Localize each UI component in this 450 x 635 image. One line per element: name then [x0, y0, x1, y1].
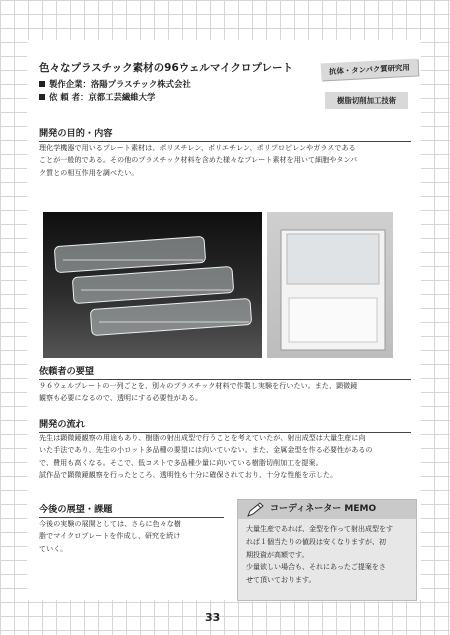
square-bullet-icon: [39, 81, 45, 87]
text-line: 今後の実験の展開としては、さらに色々な樹: [39, 520, 181, 528]
section-heading-request: 依頼者の要望: [39, 363, 411, 380]
text-line: 観察も必要になるので、透明にする必要性がある。: [39, 394, 203, 403]
text-line: いた手法であり、先生の小ロット多品種の要望には向いていない。また、金属金型を作る必要性があるの: [39, 446, 373, 455]
text-line: 期投資が高額です。: [246, 550, 309, 559]
request-text: [39, 380, 411, 405]
flow-text: [39, 432, 411, 481]
page-number: 33: [205, 611, 221, 624]
square-bullet-icon: [39, 94, 45, 100]
page-title: 色々なプラスチック素材の96ウェルマイクロプレート: [39, 62, 294, 74]
technology-tag: 樹脂切削加工技術: [325, 92, 408, 109]
maker-value: 洛陽プラスチック株式会社: [90, 79, 191, 89]
text-line: 理化学機器で用いるプレート素材は、ポリスチレン、ポリエチレン、ポリプロピレンやガラスである: [39, 144, 356, 152]
microplate-strips-photo: [43, 212, 262, 358]
text-line: ことが一般的である。その他のプラスチック材料を含めた様々なプレート素材を用いて細胞やタンパ: [39, 156, 358, 165]
client-value: 京都工芸繊維大学: [88, 92, 156, 102]
purpose-text: [39, 142, 411, 179]
memo-text: [246, 523, 414, 587]
microplate-photo: [267, 212, 393, 358]
text-line: 先生は顕微鏡観察の用途もあり、樹脂の射出成型で行うことを考えていたが、射出成型は大量生産に向: [39, 434, 366, 442]
coordinator-memo: [237, 499, 417, 601]
future-text: [39, 518, 229, 555]
section-heading-purpose: 開発の目的・内容: [39, 125, 411, 142]
client-line: [39, 91, 155, 103]
category-tag: 抗体・タンパク質研究用: [321, 58, 419, 80]
text-line: で、費用も高くなる。そこで、低コストで多品種少量に向いている樹脂切削加工を提案。: [39, 458, 323, 467]
maker-label: 製作企業：: [49, 79, 91, 89]
page-sheet: [27, 40, 421, 600]
section-heading-future: 今後の展望・課題: [39, 501, 224, 518]
text-line: ていく。: [39, 544, 68, 553]
section-heading-flow: 開発の流れ: [39, 416, 411, 433]
text-line: ９６ウェルプレートの一列ごとを、別々のプラスチック材料で作製し実験を行いたい。また、顕微鏡: [39, 382, 358, 390]
client-label: 依 頼 者：: [49, 92, 89, 102]
text-line: 脂でマイクロプレートを作成し、研究を続け: [39, 532, 181, 541]
text-line: せて頂いております。: [246, 576, 316, 585]
text-line: 大量生産であれば、金型を作って射出成型をす: [246, 525, 393, 533]
pencil-icon: [246, 502, 266, 522]
maker-line: [39, 78, 191, 90]
text-line: 試作品で顕微鏡観察を行ったところ、透明性も十分に確保されており、十分な性能を示した。: [39, 470, 338, 479]
text-line: れば１個当たりの値段は安くなりますが、初: [246, 537, 386, 546]
memo-heading: コーディネーター MEMO: [238, 500, 416, 519]
text-line: 少量欲しい場合も、それにあったご提案をさ: [246, 563, 386, 572]
text-line: ク質との相互作用を調べたい。: [39, 168, 139, 177]
